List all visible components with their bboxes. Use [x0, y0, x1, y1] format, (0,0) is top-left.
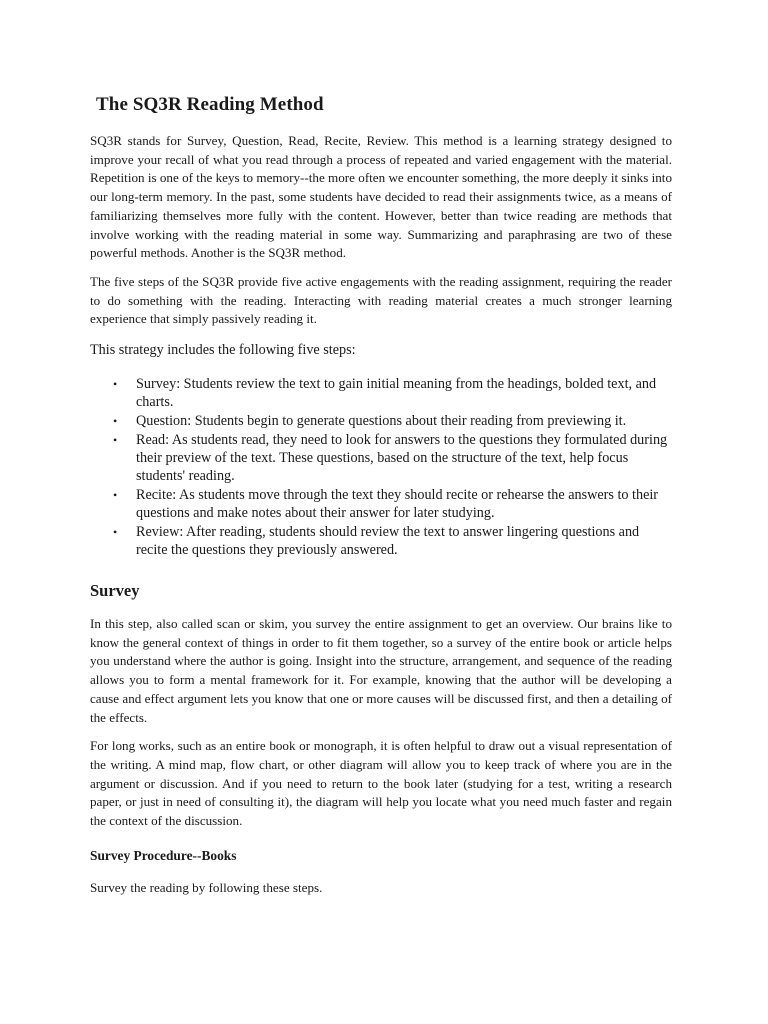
list-item-question — [113, 412, 672, 430]
list-item-text: Question: Students begin to generate questions about their reading from previewing it. — [136, 413, 627, 430]
list-item-text: Read: As students read, they need to look for answers to the questions they formulated during their preview of the text. These questions, based on the structure of the text, help focus students' reading. — [136, 432, 668, 485]
intro-paragraph-2: The five steps of the SQ3R provide five active engagements with the reading assignment, requiring the reader to do something with the reading. Interacting with reading material creates a much stronger learning experience that simply passively reading it. — [90, 273, 672, 327]
bullet-icon: • — [113, 414, 118, 429]
survey-paragraph-2: For long works, such as an entire book or monograph, it is often helpful to draw out a visual representation of the writing. A mind map, flow chart, or other diagram will allow you to keep track of where you are in the argument or discussion. And if you need to return to the book later (studying for a test, writing a research paper, or just in need of consulting it), the diagram will help you locate what you need much faster and regain the context of the discussion. — [90, 738, 672, 829]
page-title: The SQ3R Reading Method — [96, 94, 324, 115]
list-item-survey — [113, 375, 672, 411]
list-item-text: Recite: As students move through the text they should recite or rehearse the answers to their questions and make notes about their answer for later studying. — [136, 487, 659, 522]
survey-paragraph-1: In this step, also called scan or skim, you survey the entire assignment to get an overview. Our brains like to know the general context of things in order to fit them together, so a survey of the entire book or article helps you understand where the author is going. Insight into the structure, arrangement, and sequence of the reading allows you to form a mental framework for it. For example, knowing that the author will be developing a cause and effect argument lets you know that one or more causes will be discussed first, and then a detailing of the effects. — [90, 616, 672, 725]
bullet-icon: • — [113, 488, 118, 503]
bullet-icon: • — [113, 525, 118, 540]
survey-paragraph-3: Survey the reading by following these steps. — [90, 879, 323, 895]
list-item-read — [113, 431, 672, 485]
list-item-text: Survey: Students review the text to gain initial meaning from the headings, bolded text, and charts. — [136, 376, 657, 411]
intro-paragraph-3: This strategy includes the following five steps: — [90, 342, 356, 359]
steps-list — [90, 375, 672, 559]
bullet-icon: • — [113, 377, 118, 392]
bullet-icon: • — [113, 433, 118, 448]
subheading-survey-procedure: Survey Procedure--Books — [90, 847, 237, 863]
section-heading-survey: Survey — [90, 581, 140, 601]
list-item-text: Review: After reading, students should review the text to answer lingering questions and recite the questions they previously answered. — [136, 524, 640, 559]
list-item-review — [113, 523, 672, 559]
intro-paragraph-1: SQ3R stands for Survey, Question, Read, Recite, Review. This method is a learning strategy designed to improve your recall of what you read through a process of repeated and varied engagement with the material. Repetition is one of the keys to memory--the more often we encounter something, the more deeply it sinks into our long-term memory. In the past, some students have decided to read their assignments twice, as a means of familiarizing themselves more fully with the content. However, better than twice reading are methods that involve working with the reading material in some way. Summarizing and paraphrasing are two of these powerful methods. Another is the SQ3R method. — [90, 133, 672, 261]
list-item-recite — [113, 486, 672, 522]
